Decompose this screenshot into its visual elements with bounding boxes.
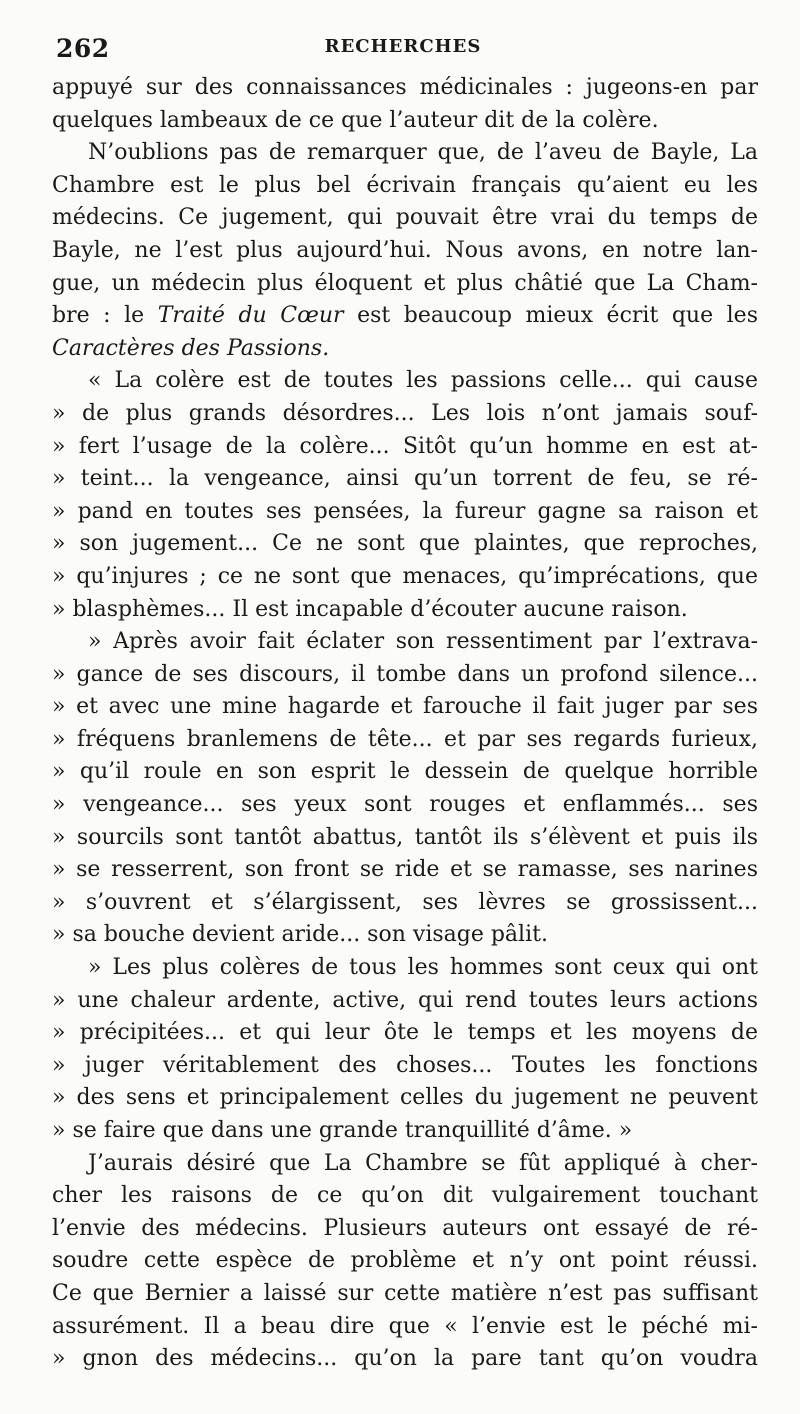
text-line: quelques lambeaux de ce que l’auteur dit de la colère. — [52, 107, 659, 133]
italic-title-caracteres-des-passions: Caractères des Passions. — [52, 335, 330, 361]
text-line-mixed — [52, 300, 758, 333]
page-number: 262 — [56, 34, 110, 63]
quote-line: » sa bouche devient aride... son visage pâlit. — [52, 922, 548, 948]
quote-line: » son jugement... Ce ne sont que plaintes, que reproches, — [52, 531, 758, 557]
text-fragment: bre : le — [52, 303, 145, 329]
quote-line: » pand en toutes ses pensées, la fureur gagne sa raison et — [52, 498, 758, 524]
quote-line: » Les plus colères de tous les hommes sont ceux qui ont — [88, 955, 758, 981]
text-line: Bayle, ne l’est plus aujourd’hui. Nous avons, en notre lan- — [52, 237, 758, 263]
italic-title-traite-du-coeur: Traité du Cœur — [157, 303, 344, 329]
quote-line: » vengeance... ses yeux sont rouges et enflammés... ses — [52, 792, 758, 818]
quote-line: » sourcils sont tantôt abattus, tantôt ils s’élèvent et puis ils — [52, 824, 758, 850]
text-line: N’oublions pas de remarquer que, de l’aveu de Bayle, La — [88, 140, 758, 166]
text-line: Ce que Bernier a laissé sur cette matière n’est pas suffisant — [52, 1280, 758, 1306]
quote-line: » qu’il roule en son esprit le dessein de quelque horrible — [52, 759, 758, 785]
quote-line: « La colère est de toutes les passions celle... qui cause — [88, 368, 758, 394]
running-title: RECHERCHES — [324, 36, 482, 57]
quote-line: » et avec une mine hagarde et farouche il fait juger par ses — [52, 694, 758, 720]
quote-line: » Après avoir fait éclater son ressentiment par l’extrava- — [88, 629, 758, 655]
quote-line: » s’ouvrent et s’élargissent, ses lèvres se grossissent... — [52, 889, 758, 915]
quote-line: » juger véritablement des choses... Toutes les fonctions — [52, 1052, 758, 1078]
quote-line: » précipitées... et qui leur ôte le temps et les moyens de — [52, 1020, 758, 1046]
running-head — [50, 30, 756, 64]
text-line: soudre cette espèce de problème et n’y ont point réussi. — [52, 1248, 758, 1274]
quote-line: » fert l’usage de la colère... Sitôt qu’un homme en est at- — [52, 433, 758, 459]
quote-line: » de plus grands désordres... Les lois n’ont jamais souf- — [52, 400, 758, 426]
text-line: médecins. Ce jugement, qui pouvait être vrai du temps de — [52, 205, 758, 231]
text-line: cher les raisons de ce qu’on dit vulgairement touchant — [52, 1183, 758, 1209]
quote-line: » qu’injures ; ce ne sont que menaces, qu’imprécations, que — [52, 563, 758, 589]
quote-line: » une chaleur ardente, active, qui rend toutes leurs actions — [52, 987, 758, 1013]
quote-line: » blasphèmes... Il est incapable d’écouter aucune raison. — [52, 596, 688, 622]
text-line: appuyé sur des connaissances médicinales : jugeons-en par — [52, 75, 758, 100]
text-line: gue, un médecin plus éloquent et plus châtié que La Cham- — [52, 270, 758, 296]
text-line: J’aurais désiré que La Chambre se fût appliqué à cher- — [88, 1150, 758, 1176]
quote-line: » fréquens branlemens de tête... et par ses regards furieux, — [52, 726, 758, 752]
text-line: » gnon des médecins... qu’on la pare tant qu’on voudra — [52, 1346, 758, 1372]
quote-line: » teint... la vengeance, ainsi qu’un torrent de feu, se ré- — [52, 466, 758, 492]
text-line: assurément. Il a beau dire que « l’envie est le péché mi- — [52, 1313, 758, 1339]
quote-line: » gance de ses discours, il tombe dans un profond silence... — [52, 661, 758, 687]
body-text — [52, 72, 758, 1376]
quote-line: » se resserrent, son front se ride et se ramasse, ses narines — [52, 857, 758, 883]
text-line: Chambre est le plus bel écrivain français qu’aient eu les — [52, 172, 758, 198]
quote-line: » des sens et principalement celles du jugement ne peuvent — [52, 1085, 758, 1111]
text-line: l’envie des médecins. Plusieurs auteurs ont essayé de ré- — [52, 1215, 758, 1241]
quote-line: » se faire que dans une grande tranquillité d’âme. » — [52, 1118, 633, 1143]
text-fragment: est beaucoup mieux écrit que les — [357, 303, 758, 329]
